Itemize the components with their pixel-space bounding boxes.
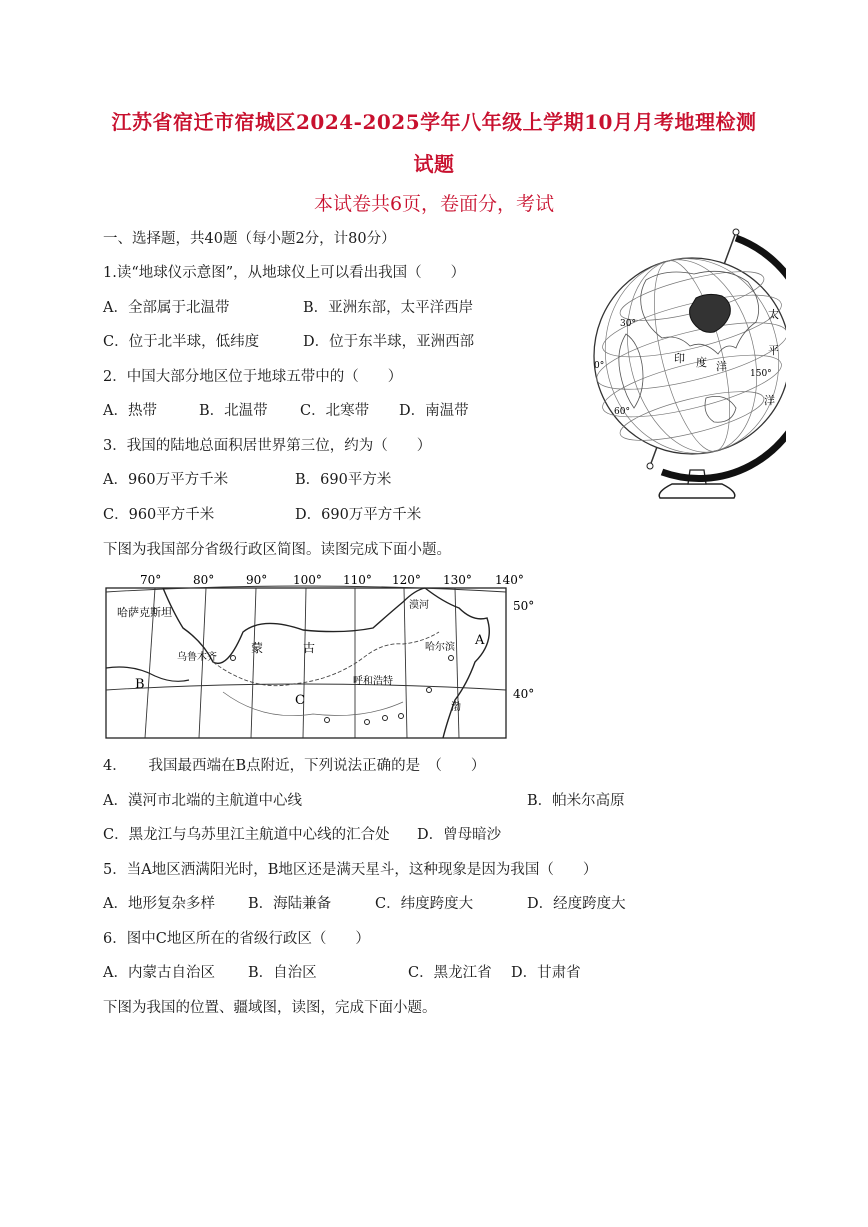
q1-option-c[interactable]: C．位于北半球，低纬度: [103, 334, 260, 350]
lon-label-100: 100°: [293, 573, 322, 587]
lon-label-110: 110°: [343, 573, 372, 587]
page-title-continued: 试题: [413, 152, 455, 176]
q4-option-c[interactable]: C．黑龙江与乌苏里江主航道中心线的汇合处: [103, 827, 390, 843]
label-sea: 渤: [451, 702, 461, 713]
globe-label-ocean3: 洋: [716, 360, 727, 373]
globe-pole-north: [733, 229, 739, 235]
q6-option-a[interactable]: A．内蒙古自治区: [103, 965, 215, 981]
q1-option-d[interactable]: D．位于东半球，亚洲西部: [303, 334, 475, 350]
q4-option-b[interactable]: B．帕米尔高原: [527, 793, 625, 809]
q2-option-a[interactable]: A．热带: [103, 403, 157, 419]
q6-option-d[interactable]: D．甘肃省: [511, 965, 581, 981]
q3-option-b[interactable]: B．690平方米: [295, 472, 392, 488]
question-1-stem: 1.读“地球仪示意图”，从地球仪上可以看出我国（ ）: [103, 265, 466, 281]
q2-option-c[interactable]: C．北寒带: [300, 403, 370, 419]
q3-option-a[interactable]: A．960万平方千米: [103, 472, 229, 488]
q4-option-d[interactable]: D．曾母暗沙: [417, 827, 502, 843]
globe-pole-south: [647, 463, 653, 469]
q1-option-a[interactable]: A．全部属于北温带: [103, 300, 230, 316]
lon-label-120: 120°: [392, 573, 421, 587]
province-map: [103, 572, 543, 742]
question-2-stem: 2．中国大部分地区位于地球五带中的（ ）: [103, 369, 403, 385]
lon-label-70: 70°: [140, 573, 162, 587]
globe-diagram: [586, 222, 786, 506]
q5-option-a[interactable]: A．地形复杂多样: [103, 896, 215, 912]
section-heading: 一、选择题，共40题（每小题2分，计80分）: [103, 231, 396, 247]
label-harbin: 哈尔滨: [425, 642, 455, 653]
globe-label-ocean2: 度: [696, 356, 707, 369]
question-5-stem: 5．当A地区洒满阳光时，B地区还是满天星斗，这种现象是因为我国（ ）: [103, 862, 598, 878]
question-3-stem: 3．我国的陆地总面积居世界第三位，约为（ ）: [103, 438, 432, 454]
globe-degree-0: 0°: [594, 361, 605, 371]
question-4-stem: 4． 我国最西端在B点附近，下列说法正确的是 （ ）: [103, 758, 486, 774]
q6-option-c[interactable]: C．黑龙江省: [408, 965, 492, 981]
q2-option-b[interactable]: B．北温带: [199, 403, 268, 419]
lon-label-90: 90°: [246, 573, 268, 587]
label-mohe: 漠河: [409, 600, 429, 611]
q5-option-c[interactable]: C．纬度跨度大: [375, 896, 474, 912]
q2-option-d[interactable]: D．南温带: [399, 403, 469, 419]
globe-label-ocean1: 印: [674, 352, 685, 365]
q3-option-d[interactable]: D．690万平方千米: [295, 507, 422, 523]
q5-option-b[interactable]: B．海陆兼备: [248, 896, 332, 912]
label-urumqi: 乌鲁木齐: [177, 652, 217, 663]
lat-label-40: 40°: [513, 687, 535, 701]
point-a: A: [475, 633, 485, 648]
next-figure-intro: 下图为我国的位置、疆域图，读图，完成下面小题。: [103, 1000, 437, 1016]
globe-degree-150: 150°: [750, 369, 772, 379]
q1-option-b[interactable]: B．亚洲东部，太平洋西岸: [303, 300, 474, 316]
label-menggu-1: 蒙: [251, 641, 264, 655]
lat-label-50: 50°: [513, 599, 535, 613]
globe-degree-60: 60°: [614, 407, 630, 417]
q6-option-b[interactable]: B．自治区: [248, 965, 317, 981]
lon-label-140: 140°: [495, 573, 524, 587]
point-b: B: [135, 677, 145, 692]
globe-base: [659, 484, 735, 498]
lon-label-130: 130°: [443, 573, 472, 587]
lon-label-80: 80°: [193, 573, 215, 587]
question-6-stem: 6．图中C地区所在的省级行政区（ ）: [103, 931, 370, 947]
label-menggu-2: 古: [303, 641, 316, 655]
map-intro-text: 下图为我国部分省级行政区简图。读图完成下面小题。: [103, 542, 451, 558]
page-title: 江苏省宿迁市宿城区2024-2025学年八年级上学期10月月考地理检测: [111, 110, 757, 134]
label-huhehaote: 呼和浩特: [353, 676, 393, 687]
globe-degree-30: 30°: [620, 319, 636, 329]
q5-option-d[interactable]: D．经度跨度大: [527, 896, 626, 912]
globe-label-pac3: 洋: [764, 394, 775, 407]
q3-option-c[interactable]: C．960平方千米: [103, 507, 215, 523]
globe-label-pac2: 平: [768, 344, 779, 357]
page-subtitle: 本试卷共6页，卷面分，考试: [313, 193, 555, 215]
point-c: C: [295, 693, 305, 708]
q4-option-a[interactable]: A．漠河市北端的主航道中心线: [103, 793, 302, 809]
globe-label-pac1: 太: [768, 308, 779, 321]
label-hasake: 哈萨克斯坦: [117, 606, 172, 619]
